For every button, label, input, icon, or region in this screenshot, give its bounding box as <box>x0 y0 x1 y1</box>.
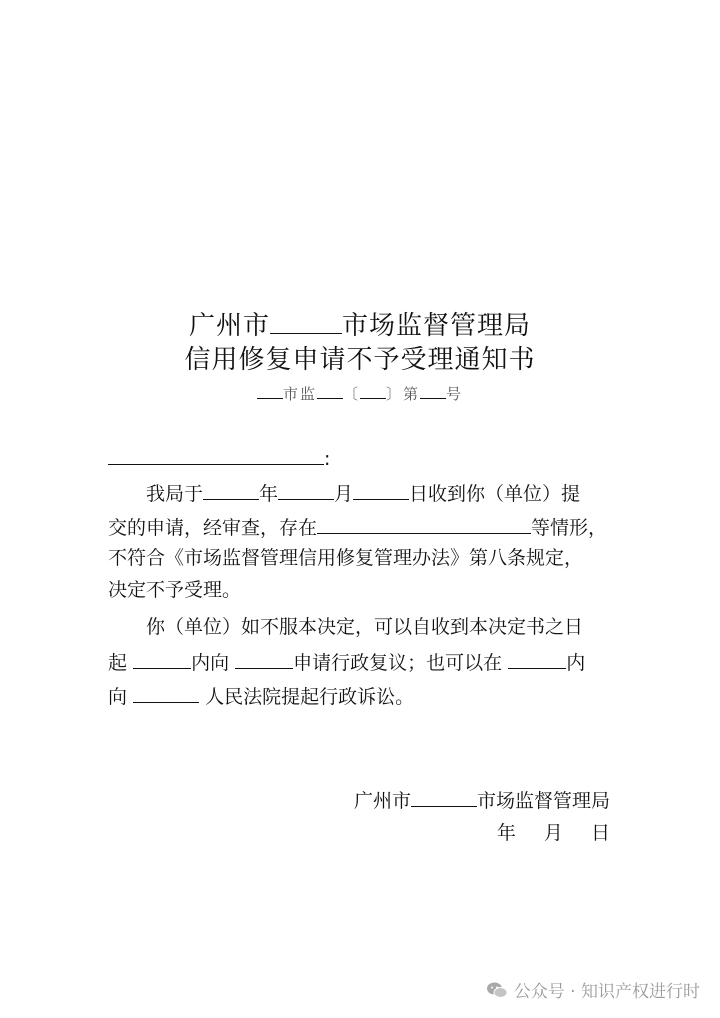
body-line-2: 交的申请，经审查，存在 等情形， <box>108 513 614 541</box>
watermark <box>486 977 700 1002</box>
watermark-text: 公众号 · 知识产权进行时 <box>513 982 700 1002</box>
body-line-4: 决定不予受理。 <box>108 579 242 601</box>
title-bureau: 市场监督管理局 <box>342 311 532 341</box>
title-city: 广州市 <box>188 311 270 341</box>
body-line-6: 起 内向 申请行政复议；也可以在 内 <box>108 648 614 676</box>
title-blank <box>270 313 342 334</box>
addressee-line: : <box>108 444 614 472</box>
body-line-3: 不符合《市场监督管理信用修复管理办法》第八条规定， <box>108 547 584 569</box>
body-line-1: 我局于 年 月 日收到你（单位）提 <box>108 479 614 507</box>
body-line-7: 向 人民法院提起行政诉讼。 <box>108 682 614 710</box>
title-line-2: 信用修复申请不予受理通知书 <box>184 345 536 375</box>
document-number: 市监 〔 〕第 号 <box>0 383 720 404</box>
body-line-5: 你（单位）如不服本决定，可以自收到本决定书之日 <box>146 616 584 638</box>
addressee-blank <box>108 444 324 465</box>
title-line-1 <box>0 309 720 343</box>
signature-line: 广州市 市场监督管理局 <box>354 786 610 813</box>
wechat-icon <box>486 981 508 999</box>
date-line: 年 月 日 <box>496 822 610 844</box>
